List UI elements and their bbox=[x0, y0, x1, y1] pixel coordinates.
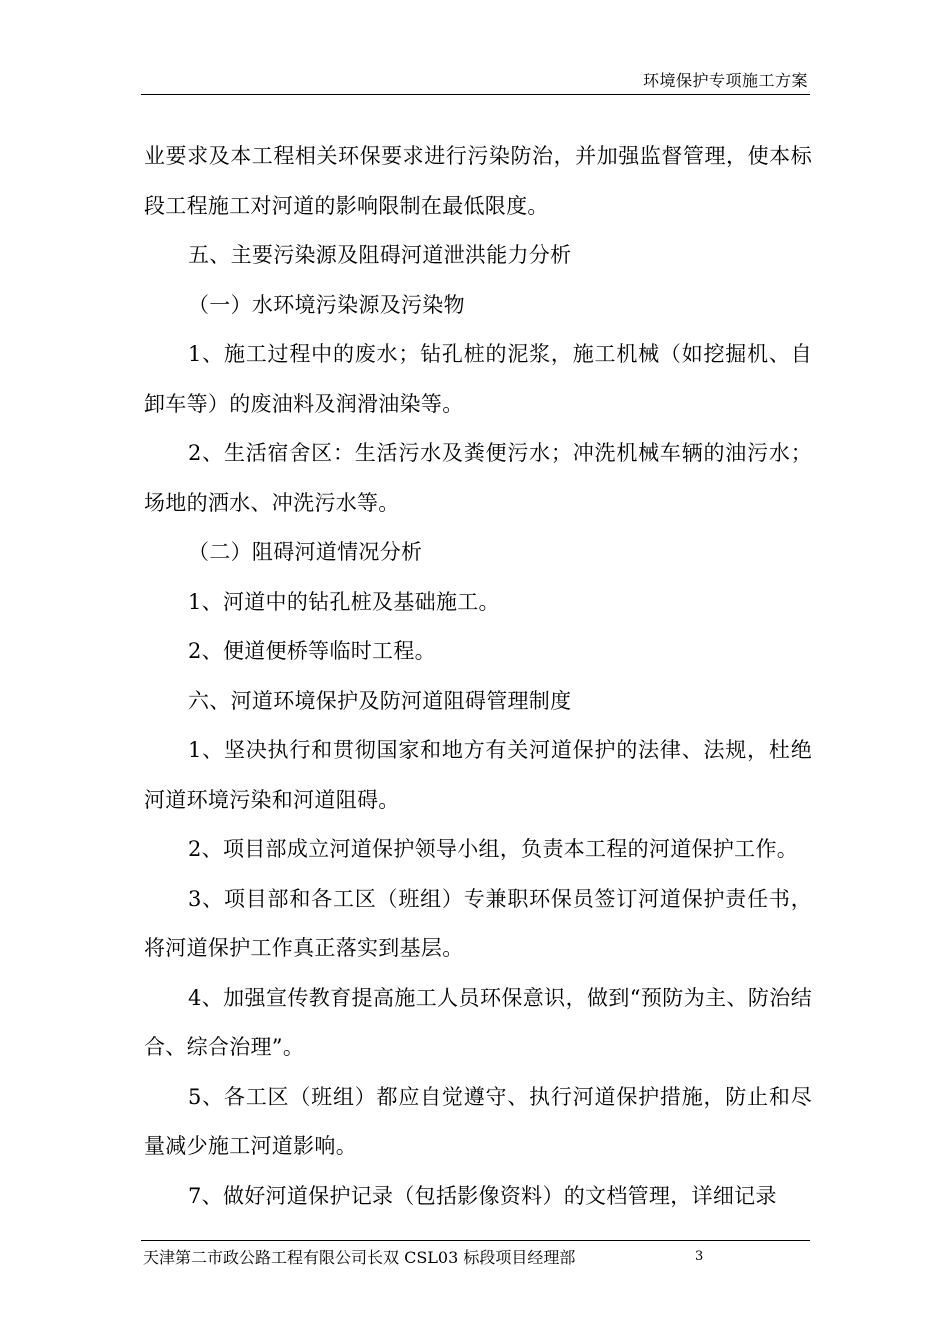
list-item-construction-wastewater: 1、施工过程中的废水；钻孔桩的泥浆，施工机械（如挖掘机、自卸车等）的废油料及润滑油染等。 bbox=[144, 342, 812, 416]
page-footer bbox=[141, 1240, 810, 1281]
list-item-compliance: 5、各工区（班组）都应自觉遵守、执行河道保护措施，防止和尽量减少施工河道影响。 bbox=[144, 1084, 812, 1158]
list-item-bored-piles: 1、河道中的钻孔桩及基础施工。 bbox=[188, 589, 500, 614]
header-title: 环境保护专项施工方案 bbox=[642, 71, 808, 90]
list-item-leadership-group: 2、项目部成立河道保护领导小组，负责本工程的河道保护工作。 bbox=[188, 837, 799, 861]
document-body bbox=[144, 132, 812, 1221]
list-item-responsibility: 3、项目部和各工区（班组）专兼职环保员签订河道保护责任书，将河道保护工作真正落实到基层。 bbox=[144, 886, 812, 960]
footer-organization: 天津第二市政公路工程有限公司长双 CSL03 标段项目经理部 bbox=[143, 1248, 576, 1267]
list-item-temporary-works: 2、便道便桥等临时工程。 bbox=[188, 639, 436, 663]
section-heading-five: 五、主要污染源及阻碍河道泄洪能力分析 bbox=[188, 243, 572, 267]
page-number: 3 bbox=[695, 1249, 704, 1264]
paragraph-continuation: 业要求及本工程相关环保要求进行污染防治，并加强监督管理，使本标段工程施工对河道的影响限制在最低限度。 bbox=[144, 144, 812, 218]
list-item-laws: 1、坚决执行和贯彻国家和地方有关河道保护的法律、法规，杜绝河道环境污染和河道阻碍。 bbox=[144, 738, 812, 812]
subsection-heading-water-pollution: （一）水环境污染源及污染物 bbox=[188, 292, 465, 317]
page-header bbox=[141, 60, 810, 95]
list-item-education: 4、加强宣传教育提高施工人员环保意识，做到“预防为主、防治结合、综合治理”。 bbox=[144, 985, 812, 1059]
subsection-heading-river-obstruction: （二）阻碍河道情况分析 bbox=[188, 540, 423, 564]
list-item-living-quarters: 2、生活宿舍区：生活污水及粪便污水；冲洗机械车辆的油污水；场地的洒水、冲洗污水等。 bbox=[144, 441, 812, 515]
list-item-records: 7、做好河道保护记录（包括影像资料）的文档管理，详细记录 bbox=[188, 1183, 777, 1208]
section-heading-six: 六、河道环境保护及防河道阻碍管理制度 bbox=[188, 688, 572, 713]
